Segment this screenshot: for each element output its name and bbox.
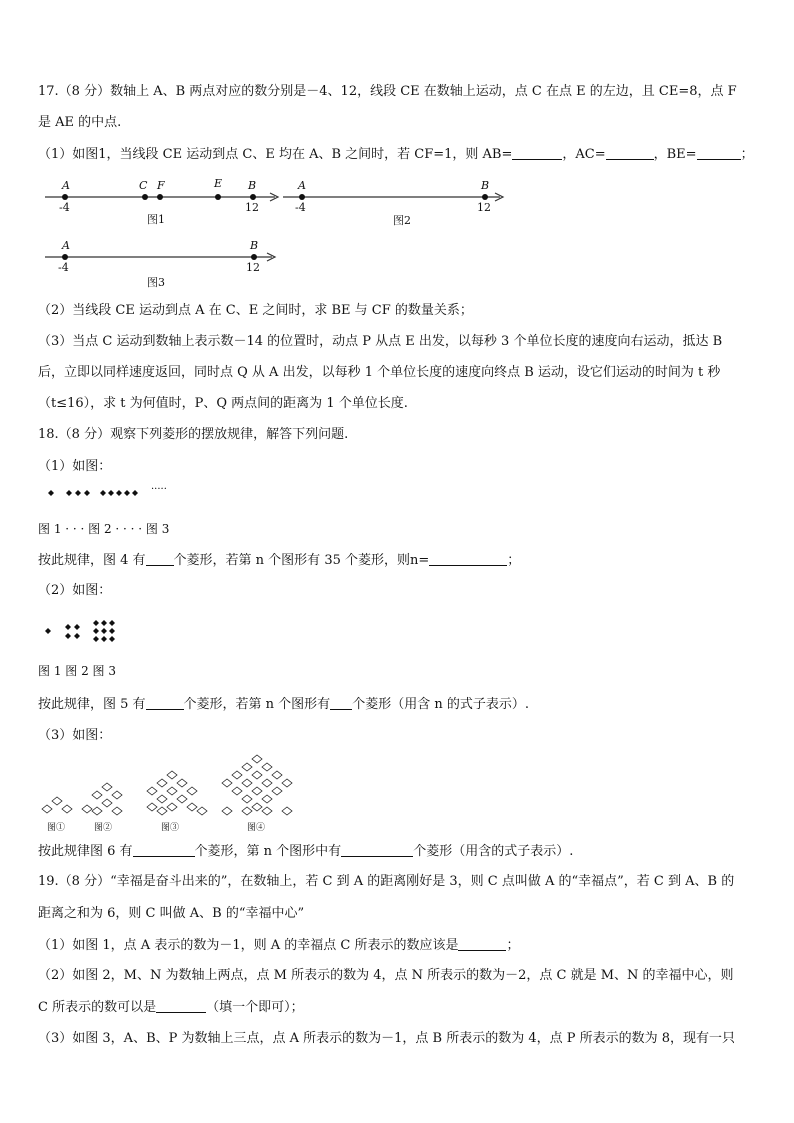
q19-part1-text-b: ； [506,938,520,953]
q18-part2-text-b: 个菱形，若第 n 个图形有 [183,697,331,712]
q18-p3-caption-4: 图④ [247,823,266,833]
fig2-value-12: 12 [477,201,491,214]
q18-part2-text-a: 按此规律，图 5 有 [38,697,146,712]
fig1-label-f: F [157,179,165,192]
q18-part1-ellipsis: ····· [151,484,167,495]
q18-part3-head: （3）如图： [38,728,112,743]
q18-part1-text-a: 按此规律，图 4 有 [38,553,146,568]
q19-part1 [38,936,519,955]
fig1-value-12: 12 [245,201,259,214]
q19-happy-point-blank[interactable] [458,936,506,951]
q17-line-6: 后，立即以同样速度返回，同时点 Q 从 A 出发，以每秒 1 个单位长度的速度向终点 B 运动，设它们运动的时间为 t 秒 [38,365,721,380]
q17-part1-text-d: ； [740,147,754,162]
q18-part1-caption: 图 1 · · · 图 2 · · · · 图 3 [38,522,170,536]
q17-line-5: （3）当点 C 运动到数轴上表示数－14 的位置时，动点 P 从点 E 出发，以每秒 3 个单位长度的速度向右运动，抵达 B [38,334,723,349]
fig1-label-c: C [139,179,148,192]
fig2-label-a: A [298,179,306,192]
q18-part1-text-c: ； [507,553,521,568]
q18-part2-caption: 图 1 图 2 图 3 [38,664,116,678]
fig2-caption: 图2 [393,214,411,227]
q17-part1-text-a: （1）如图1，当线段 CE 运动到点 C、E 均在 A、B 之间时，若 CF=1，则 AB= [38,147,513,162]
q17-part1-text-c: ，BE= [653,147,697,162]
fig1-label-b: B [248,179,257,192]
q18-part3-question [38,842,573,861]
q18-p3-caption-3: 图③ [161,823,180,833]
fig1-caption: 图1 [147,213,165,226]
q19-line-1: 19.（8 分）“幸福是奋斗出来的”，在数轴上，若 C 到 A 的距离刚好是 3，则 C 点叫做 A 的“幸福点”，若 C 到 A、B 的 [38,874,735,889]
q17-line-2: 是 AE 的中点. [38,115,122,130]
q18-part1-text-b: 个菱形，若第 n 个图形有 35 个菱形，则n= [173,553,430,568]
fig2-value-minus4: -4 [295,201,306,214]
q18-line-1: 18.（8 分）观察下列菱形的摆放规律，解答下列问题. [38,427,349,442]
q17-line-7: （t≤16），求 t 为何值时，P、Q 两点间的距离为 1 个单位长度. [38,396,408,411]
q18-p3-caption-1: 图① [47,823,66,833]
fig3-value-minus4: -4 [58,261,69,274]
q18-part2-text-c: 个菱形（用含 n 的式子表示）. [352,697,529,712]
q17-line-1: 17.（8 分）数轴上 A、B 两点对应的数分别是－4、12，线段 CE 在数轴上运动，点 C 在点 E 的左边，且 CE=8，点 F [38,84,737,99]
fig1-value-minus4: -4 [59,201,70,214]
q19-part2-text-b: （填一个即可）； [206,1000,304,1015]
q19-center-blank[interactable] [156,998,206,1013]
q19-part2 [38,998,304,1017]
q19-line-4: （2）如图 2，M、N 为数轴上两点，点 M 所表示的数为 4，点 N 所表示的数为－2，点 C 就是 M、N 的幸福中心，则 [38,968,734,983]
q18-part3-text-b: 个菱形，第 n 个图形中有 [194,844,342,859]
q18-part1-head: （1）如图： [38,459,112,474]
q18-nth-rhombus-blank[interactable] [341,842,413,857]
fig2-label-b: B [481,179,490,192]
fig3-label-a: A [62,239,70,252]
q19-line-6: （3）如图 3，A、B、P 为数轴上三点，点 A 所表示的数为－1，点 B 所表示的数为 4，点 P 所表示的数为 8，现有一只 [38,1031,736,1046]
fig3-caption: 图3 [147,276,165,289]
fig1-label-e: E [214,177,223,190]
q19-part1-text-a: （1）如图 1，点 A 表示的数为－1，则 A 的幸福点 C 所表示的数应该是 [38,938,459,953]
q17-line-4: （2）当线段 CE 运动到点 A 在 C、E 之间时，求 BE 与 CF 的数量关系； [38,303,473,318]
fig3-label-b: B [250,239,259,252]
q18-part2-head: （2）如图： [38,583,112,598]
fig1-label-a: A [62,179,70,192]
fig3-value-12: 12 [246,261,260,274]
q18-part3-text-c: 个菱形（用含的式子表示）. [413,844,574,859]
q19-part2-text-a: C 所表示的数可以是 [38,1000,157,1015]
q18-p3-caption-2: 图② [94,823,113,833]
q18-part3-text-a: 按此规律图 6 有 [38,844,133,859]
q19-line-2: 距离之和为 6，则 C 叫做 A、B 的“幸福中心” [38,906,305,921]
q17-part1-text-b: ，AC= [562,147,606,162]
q18-fig6-blank[interactable] [133,842,195,857]
